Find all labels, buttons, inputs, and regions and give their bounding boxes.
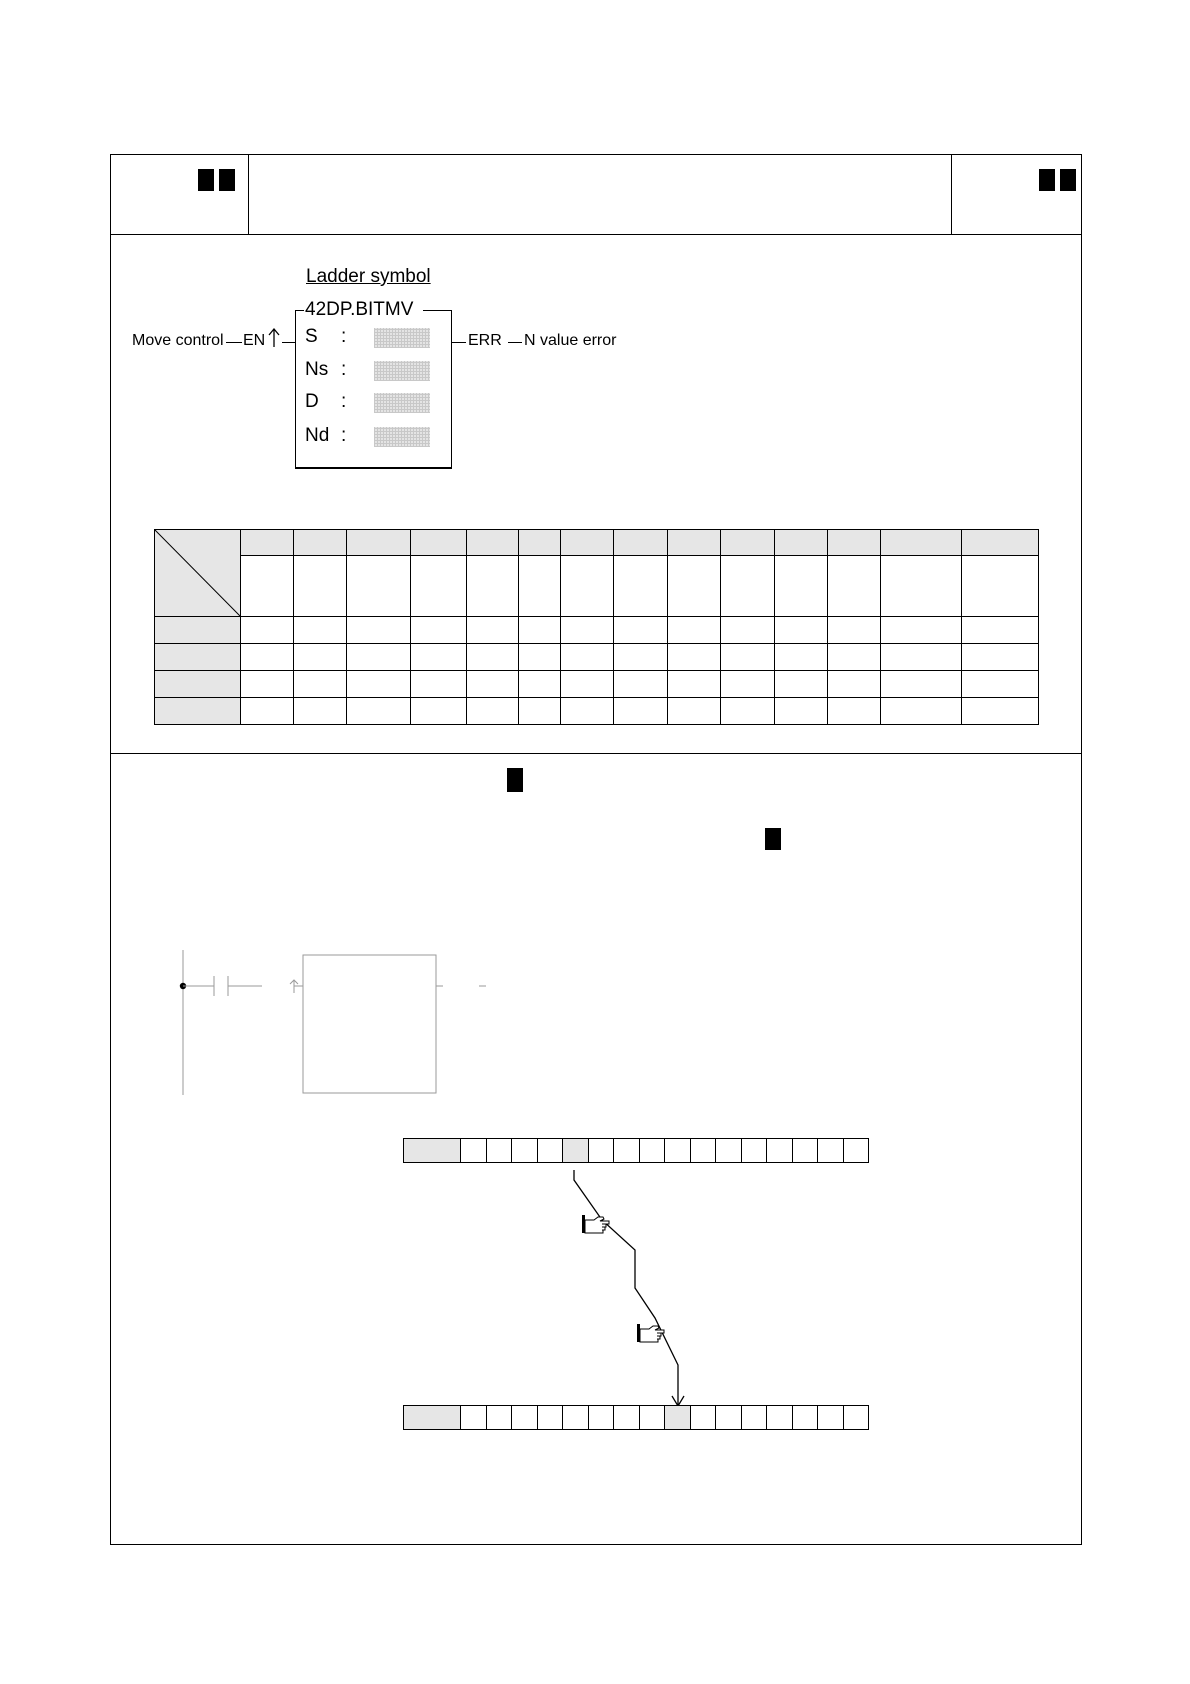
source-selected-bit (562, 1138, 589, 1163)
table-row (155, 671, 1039, 698)
operand-nd: Nd (305, 425, 330, 446)
operand-nd-colon: : (341, 425, 347, 446)
redacted-block (1060, 169, 1076, 191)
pointing-hand-icon (637, 1322, 667, 1344)
section-divider (110, 753, 1082, 754)
box-top-right (423, 310, 452, 311)
operand-table (154, 529, 1039, 725)
enable-label: Move control (132, 332, 224, 349)
table-row (155, 617, 1039, 644)
pointing-hand-icon (582, 1213, 612, 1235)
operand-s-colon: : (341, 326, 347, 347)
destination-selected-bit (664, 1405, 691, 1430)
operand-ns-colon: : (341, 359, 347, 380)
err-desc-wire (508, 342, 522, 343)
redacted-block (765, 828, 781, 850)
operand-ns: Ns (305, 359, 329, 380)
en-to-box-wire (282, 342, 295, 343)
en-label: EN (243, 332, 266, 349)
redacted-block (1039, 169, 1055, 191)
operand-nd-field (374, 427, 430, 447)
destination-bit-row (403, 1405, 869, 1430)
err-description: N value error (524, 332, 617, 349)
header-bottom-rule (110, 234, 1082, 235)
operand-d: D (305, 391, 319, 412)
table-row (155, 698, 1039, 725)
operand-s-field (374, 328, 430, 348)
operand-ns-field (374, 361, 430, 381)
header-divider-left (248, 154, 249, 234)
operand-d-colon: : (341, 391, 347, 412)
table-corner-cell (155, 530, 241, 617)
redacted-block (507, 768, 523, 792)
source-bit-row (403, 1138, 869, 1163)
table-row (155, 644, 1039, 671)
rising-edge-icon (267, 328, 281, 348)
header-divider-right (951, 154, 952, 234)
operand-d-field (374, 393, 430, 413)
err-wire (452, 342, 466, 343)
example-ladder-diagram (170, 950, 500, 1100)
operand-s: S (305, 326, 318, 347)
redacted-block (219, 169, 235, 191)
ladder-symbol-heading: Ladder symbol (306, 266, 431, 287)
box-top-left (295, 310, 304, 311)
enable-wire (226, 342, 242, 343)
redacted-block (198, 169, 214, 191)
instruction-name: 42DP.BITMV (305, 299, 414, 320)
bit-move-arrow (560, 1170, 700, 1410)
err-label: ERR (468, 332, 502, 349)
